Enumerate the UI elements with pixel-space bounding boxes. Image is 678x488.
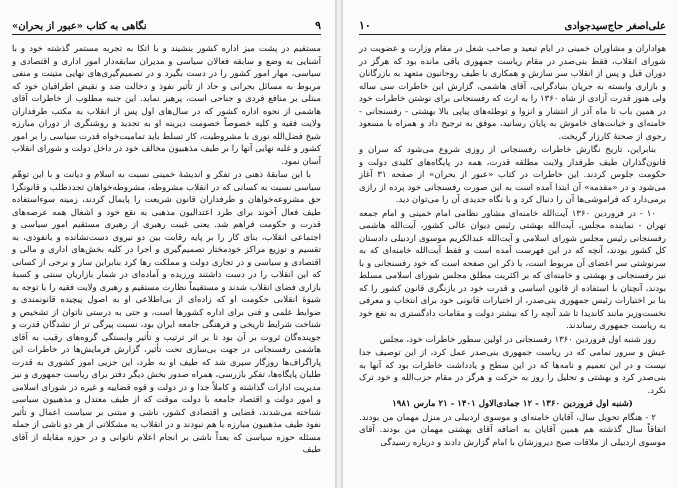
left-page: [0, 0, 335, 488]
left-page-number: ۹: [315, 19, 321, 32]
right-page-header-title: علی‌اصغر حاج‌سیدجوادی: [564, 21, 666, 32]
book-gutter: [335, 0, 343, 488]
left-page-body: [12, 43, 321, 457]
right-paragraph-1: هواداران و مشاوران خمینی در ایام تبعید و صاحب شغل در مقام وزارت و عضویت در شورای انقلاب، فقط بنی‌صدر در مقام ریاست جمهوری باقی مانده بود که هرگز در دوران قبل و پس از انقلاب سر سازش و همکاری با طیف روحانیون متعهد به بازرگانان و بازاری وابسته به جریان بنیادگرایی، آقای هاشمی، گزارش این خاطرات سی ساله ولی هنوز قدرت آزادی از شاه ۱۳۶۰ را به ارث که رفسنجانی برای نوشتن خاطرات خود در همین باب تا ماه آذر از انتشار و انزوا و توطئه‌های پیاپی بالا بهشتی - رفسنجانی - خامنه‌ای و خیانت‌های خاموش به پایان رسانید، موفق به ترجیح داد و همراه با مسعود رجوی از صحنهٔ کارزار گریخت.: [359, 44, 666, 142]
left-paragraph-2: با این سابقهٔ ذهنی در تفکر و اندیشهٔ خمینی نسبت به اسلام و دیانت و با این توهّم سیاسی نسبت به کسانی که در انقلاب مشروطه، مشروطه‌خواهان تجددطلب و قانونگرا حق مشروعه‌خواهان و طرفداران قانون شریعت را پایمال کردند، زمینه سوءاستفاده طیف فعال آخوند برای طرد اعتدالیون مذهبی به نقع خود و اشغال همه عرصه‌های قدرت و حکومت فراهم شد. یعنی غیبت رهبری از رهبری مستقیم امور سیاسی و اجتماعی انقلاب، بنای کار را بر پایه رقابت بین دو نیروی دست‌نشانده و بانفوذی، به تقسیم و توزیع مراکز خودمختار تصمیم‌گیری و اجرا در کلیه بخش‌های اداری و مالی و اقتصادی و سیاسی و در تجاری دولت و مملکت رها کرد بنابراین ساز و برخی از کسانی که این انقلاب را در دست داشتند ورزیده و آماده‌ای در شمار بازاریان سنتی و کسبهٔ بازاری فضای انقلاب شدند و مستقیماً نظارت مستقیم و رهبری ولایت فقیه را با توجه به شیوهٔ انقلابی حکومت او که زاده‌ای از بی‌اطلاعی او به اصول پیچیده قانونمندی و ضوابط علمی و فنی برای اداره کشورها است، و حتی به درستی ناتوان از تشخیص و شناخت شرایط تاریخی و فرهنگی جامعه ایران بود، نسبت پیرگی تر از نشدگان قدرت و جوینده‌گان ثروت بر آن بود تا بر اثر ترتیب و تأثیر وابستگی گروه‌های رقیب به آقای هاشمی رفسنجانی در جهت بی‌سازی تحت تأثیر، گزارش فرمایش‌ها در خاطرات این پاراگراف‌ها روزگار سپری شد که طیف او به طرد، این جزیی امور کشوری به قدرت طلبان پایگاه‌ها، تفکر بازرسی، همراه صدور بخش دیگر دفتر برای ریاست جمهوری و نیز مدیریت ادارات گذاشته و کاملاً جدا و در دولت و قوه قضاییه و غیره در شورای اسلامی و امور دولت و اقتصاد جامعه با دولت موقت که از طیف معتدل و مذهبیون سیاسی شناخته می‌شدند، قضایی و اقتصادی کشور، ناشی و مبتنی بر سیاست اعمال و تأثیر نفوذ طیف مذهبیون مبارزه با هم نبودند و در انقلاب به مشکلاتی از هر دو ناشی از جمله مسئله حوزه سیاسی که بعداً ناشی بر انجام اعلام ناتوانی و در حوزه مقابله از آقای طیف: [12, 170, 321, 455]
right-bold-line: روز شنبه اول فروردین ۱۳۶۰ رفسنجانی در اولین سطور خاطرات خود، مجلس: [379, 334, 656, 345]
right-page: [343, 0, 678, 488]
right-paragraph-4: عیش و سرور تمامی که در ریاست جمهوری بنی‌صدر عمل کرد، از این توصیف جدا نیست و در این تعمیم و نامه‌ها که در این سطح و یادداشت خاطرات بود که آنها به بنی‌صدر کرد و بهشتی و تحلیل را روز به حرکت و هرگز در مقام حزب‌الله و خود ترک نکرد.: [359, 348, 666, 396]
right-date-line: (شنبه اول فروردین ۱۳۶۰ - ۱۲ جمادی‌الاول ۱۴۰۱ - ۲۱ مارس ۱۹۸۱: [392, 399, 633, 409]
right-paragraph-2: بنابراین، تاریخ نگارش خاطرات رفسنجانی از روزی شروع می‌شود که سران و قانون‌گذاران طیف طرفدار ولایت مطلقه قدرت، همه در پایگاه‌های کلیدی دولت و حکومت جلوس کردند. این خاطرات در کتاب «عبور از بحران» از صفحه ۳۱ آغاز می‌شود و در «مقدمه» آن ابتدا آمده است به این صورت رفسنجانی خود پرده از رازی برمی‌دارد که فراموشی‌ها آن را دنبال کرد و با نگاه جدیدی آن را می‌توان دید.: [359, 145, 666, 205]
left-paragraph-1: مستقیم در پشت میز اداره کشور بنشیند و با اتکا به تجربه مستمر گذشته خود و با آشنایی به وضع و سابقه فعالان سیاسی و مدیران سابقه‌دار امور اداری و اقتصادی و سیاسی، مهار امور کشور را در دست بگیرد و در تصمیم‌گیری‌های نهایی متینت و منفی مربوط به مسائل بحرانی و حاد از تأثیر نفوذ و دخالت ضد و نقیض اطرافیان خود که مبتلی بر منافع فردی و جناحی است، پرهیز نماید. این جنبه مطلوب از خاطرات آقای هاشمی از نحوه اداره کشور که در سال‌های اول پس از انقلاب به مکتب طرفداران ولایت فقیه و کلیه خصوصاً خصومت دیرینه او به تجدید و روشنگری از دوران مبارزه شیخ فضل‌الله نوری با مشروطیت، کار تسلط باید تمامیت‌خواه قدرت سیاسی را بر امور کشور و غلبه نهایی آنها را بر طیف مذهبیون مخالف خود در داخل دولت و شورای انقلاب آسان نمود.: [12, 44, 321, 167]
right-paragraph-5: ۲ - هنگام تحویل سال، آقایان خامنه‌ای و موسوی اردبیلی در منزل مهمان من بودند. اتفاقاً سال گذشته هم همین آقایان به اضافه آقای بهشتی مهمان من بودند. آقای موسوی اردبیلی از ملاقات صبح دیروزشان با امام گزارش دادند و درباره رسیدگی: [359, 412, 666, 448]
left-page-header-title: نگاهی به کتاب «عبور از بحران»: [12, 21, 147, 32]
left-page-header: [12, 6, 321, 35]
right-paragraph-3: ۱۰ - در فروردین ۱۳۶۰ آیت‌الله خامنه‌ای مشاور نظامی امام خمینی و امام جمعه تهران - نماینده مجلس، آیت‌الله بهشتی رئیس دیوان عالی کشور، آیت‌الله هاشمی رفسنجانی رئیس مجلس شورای اسلامی و آیت‌الله عبدالکریم موسوی اردبیلی دادستان کل کشور بودند، آنچه که در این فهرست آمده است و فقط آیت‌الله خامنه‌ای که به سرنوشتی سر اعضای آن مربوط است، با ذکر این صفحه است که خود رفسنجانی و با نیز رفسنجانی و بهشتی و خامنه‌ای که بر اکثریت مطلق مجلس شورای اسلامی مسلط بودند، آنچنان با استفاده از قانون اساسی و قدرت خود در بازنگری قانون کشور را که بنا بر اختیارات رئیس جمهوری بنی‌صدر، از اختیارات قانونی خود برای انتخاب و معرفی نخست‌وزیر مانند کاندیدا تا شد آنچه را که بیشتر دولت و مقامات دادگستری به نفع خود به ریاست جمهوری رساندند.: [359, 208, 666, 331]
right-page-number: ۱۰: [359, 19, 371, 32]
right-page-header: [359, 6, 666, 35]
right-page-body: [359, 43, 666, 449]
